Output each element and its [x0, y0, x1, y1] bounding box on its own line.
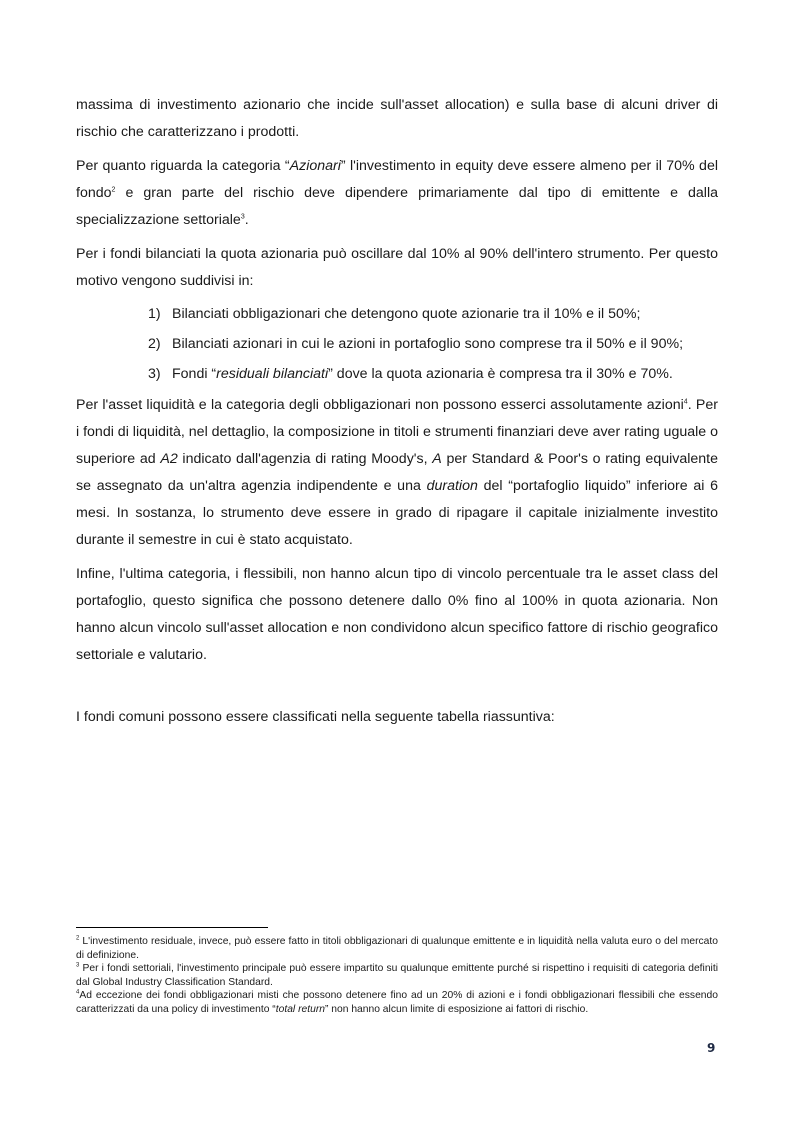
- list-item: [76, 362, 718, 387]
- paragraph-bilanciati: Per i fondi bilanciati la quota azionaria può oscillare dal 10% al 90% dell'intero strumento. Per questo motivo vengono suddivisi in:: [76, 246, 718, 289]
- paragraph-azionari: [76, 153, 718, 234]
- text: del “portafoglio liquido” inferiore ai 6 mesi. In sostanza, lo strumento deve essere in grado di ripagare il capitale inizialmente investito durante il semestre in cui è stato acquistato.: [76, 478, 718, 548]
- list-number: 2): [148, 336, 161, 352]
- text: ” l'investimento in equity deve essere almeno per il 70% del fondo: [76, 158, 718, 201]
- footnote-mark: 4: [76, 989, 80, 996]
- text: indicato dall'agenzia di rating Moody's,: [177, 451, 433, 467]
- list-number: 1): [148, 306, 161, 322]
- italic-term: residuali bilanciati: [216, 366, 329, 382]
- spacer: [76, 669, 718, 704]
- text: . Per i fondi di liquidità, nel dettaglio, la composizione in titoli e strumenti finanziari deve aver rating uguale o superiore ad: [76, 397, 718, 467]
- list-item: [76, 332, 718, 357]
- text: .: [244, 212, 249, 228]
- text: Per l'asset liquidità e la categoria degli obbligazionari non possono esserci assolutamente azioni: [76, 397, 684, 413]
- footnote-mark: 2: [76, 935, 80, 942]
- list-text: Bilanciati obbligazionari che detengono quote azionarie tra il 10% e il 50%;: [172, 306, 641, 322]
- italic-term: total return: [275, 1003, 325, 1015]
- list-text: ” dove la quota azionaria è compresa tra il 30% e 70%.: [328, 366, 673, 382]
- paragraph-table-intro: I fondi comuni possono essere classificati nella seguente tabella riassuntiva:: [76, 709, 555, 725]
- paragraph-flessibili: Infine, l'ultima categoria, i flessibili, non hanno alcun tipo di vincolo percentuale tra le asset class del portafoglio, questo significa che possono detenere dallo 0% fino al 100% in quota azionaria. Non hanno alcun vincolo sull'asset allocation e non condividono alcun specifico fattore di rischio geografico settoriale e valutario.: [76, 566, 718, 663]
- paragraph-liquidita: [76, 392, 718, 554]
- footnote-ref-3[interactable]: 3: [240, 213, 245, 221]
- footnote-4: [76, 989, 718, 1016]
- footnote-3: [76, 962, 718, 989]
- paragraph-continuation: massima di investimento azionario che incide sull'asset allocation) e sulla base di alcuni driver di rischio che caratterizzano i prodotti.: [76, 97, 718, 140]
- footnote-text: ” non hanno alcun limite di esposizione ai fattori di rischio.: [324, 1003, 589, 1015]
- italic-term: duration: [426, 478, 478, 494]
- footnote-text: Ad eccezione dei fondi obbligazionari misti che possono detenere fino ad un 20% di azioni e i fondi obbligazionari flessibili che essendo caratterizzati da una policy di investimento “: [76, 990, 718, 1015]
- text: Per quanto riguarda la categoria “: [76, 158, 290, 174]
- footnote-ref-4[interactable]: 4: [683, 398, 688, 406]
- footnote-text: Per i fondi settoriali, l'investimento principale può essere impartito su qualunque emittente purché si rispettino i requisiti di categoria definiti dal Global Industry Classification Standard.: [76, 963, 718, 988]
- bilanciati-list: [76, 302, 718, 387]
- text: e gran parte del rischio deve dipendere primariamente dal tipo di emittente e dalla specializzazione settoriale: [76, 185, 718, 228]
- list-number: 3): [148, 366, 161, 382]
- footnote-ref-2[interactable]: 2: [111, 186, 116, 194]
- list-item: [76, 302, 718, 327]
- italic-term: A2: [160, 451, 178, 467]
- list-text: Bilanciati azionari in cui le azioni in portafoglio sono comprese tra il 50% e il 90%;: [172, 336, 684, 352]
- list-text: Fondi “: [172, 366, 217, 382]
- footnote-text: L'investimento residuale, invece, può essere fatto in titoli obbligazionari di qualunque emittente e in liquidità nella valuta euro o del mercato di definizione.: [76, 936, 718, 961]
- page-number: 9: [707, 1041, 716, 1055]
- footnote-2: [76, 935, 718, 962]
- page-body: [76, 92, 718, 731]
- footnote-mark: 3: [76, 962, 80, 969]
- italic-term: A: [432, 451, 442, 467]
- italic-term: Azionari: [289, 158, 341, 174]
- text: per Standard & Poor's o rating equivalente se assegnato da un'altra agenzia indipendente e una: [76, 451, 719, 494]
- footnotes: [76, 935, 718, 1016]
- footnote-divider: [76, 927, 268, 928]
